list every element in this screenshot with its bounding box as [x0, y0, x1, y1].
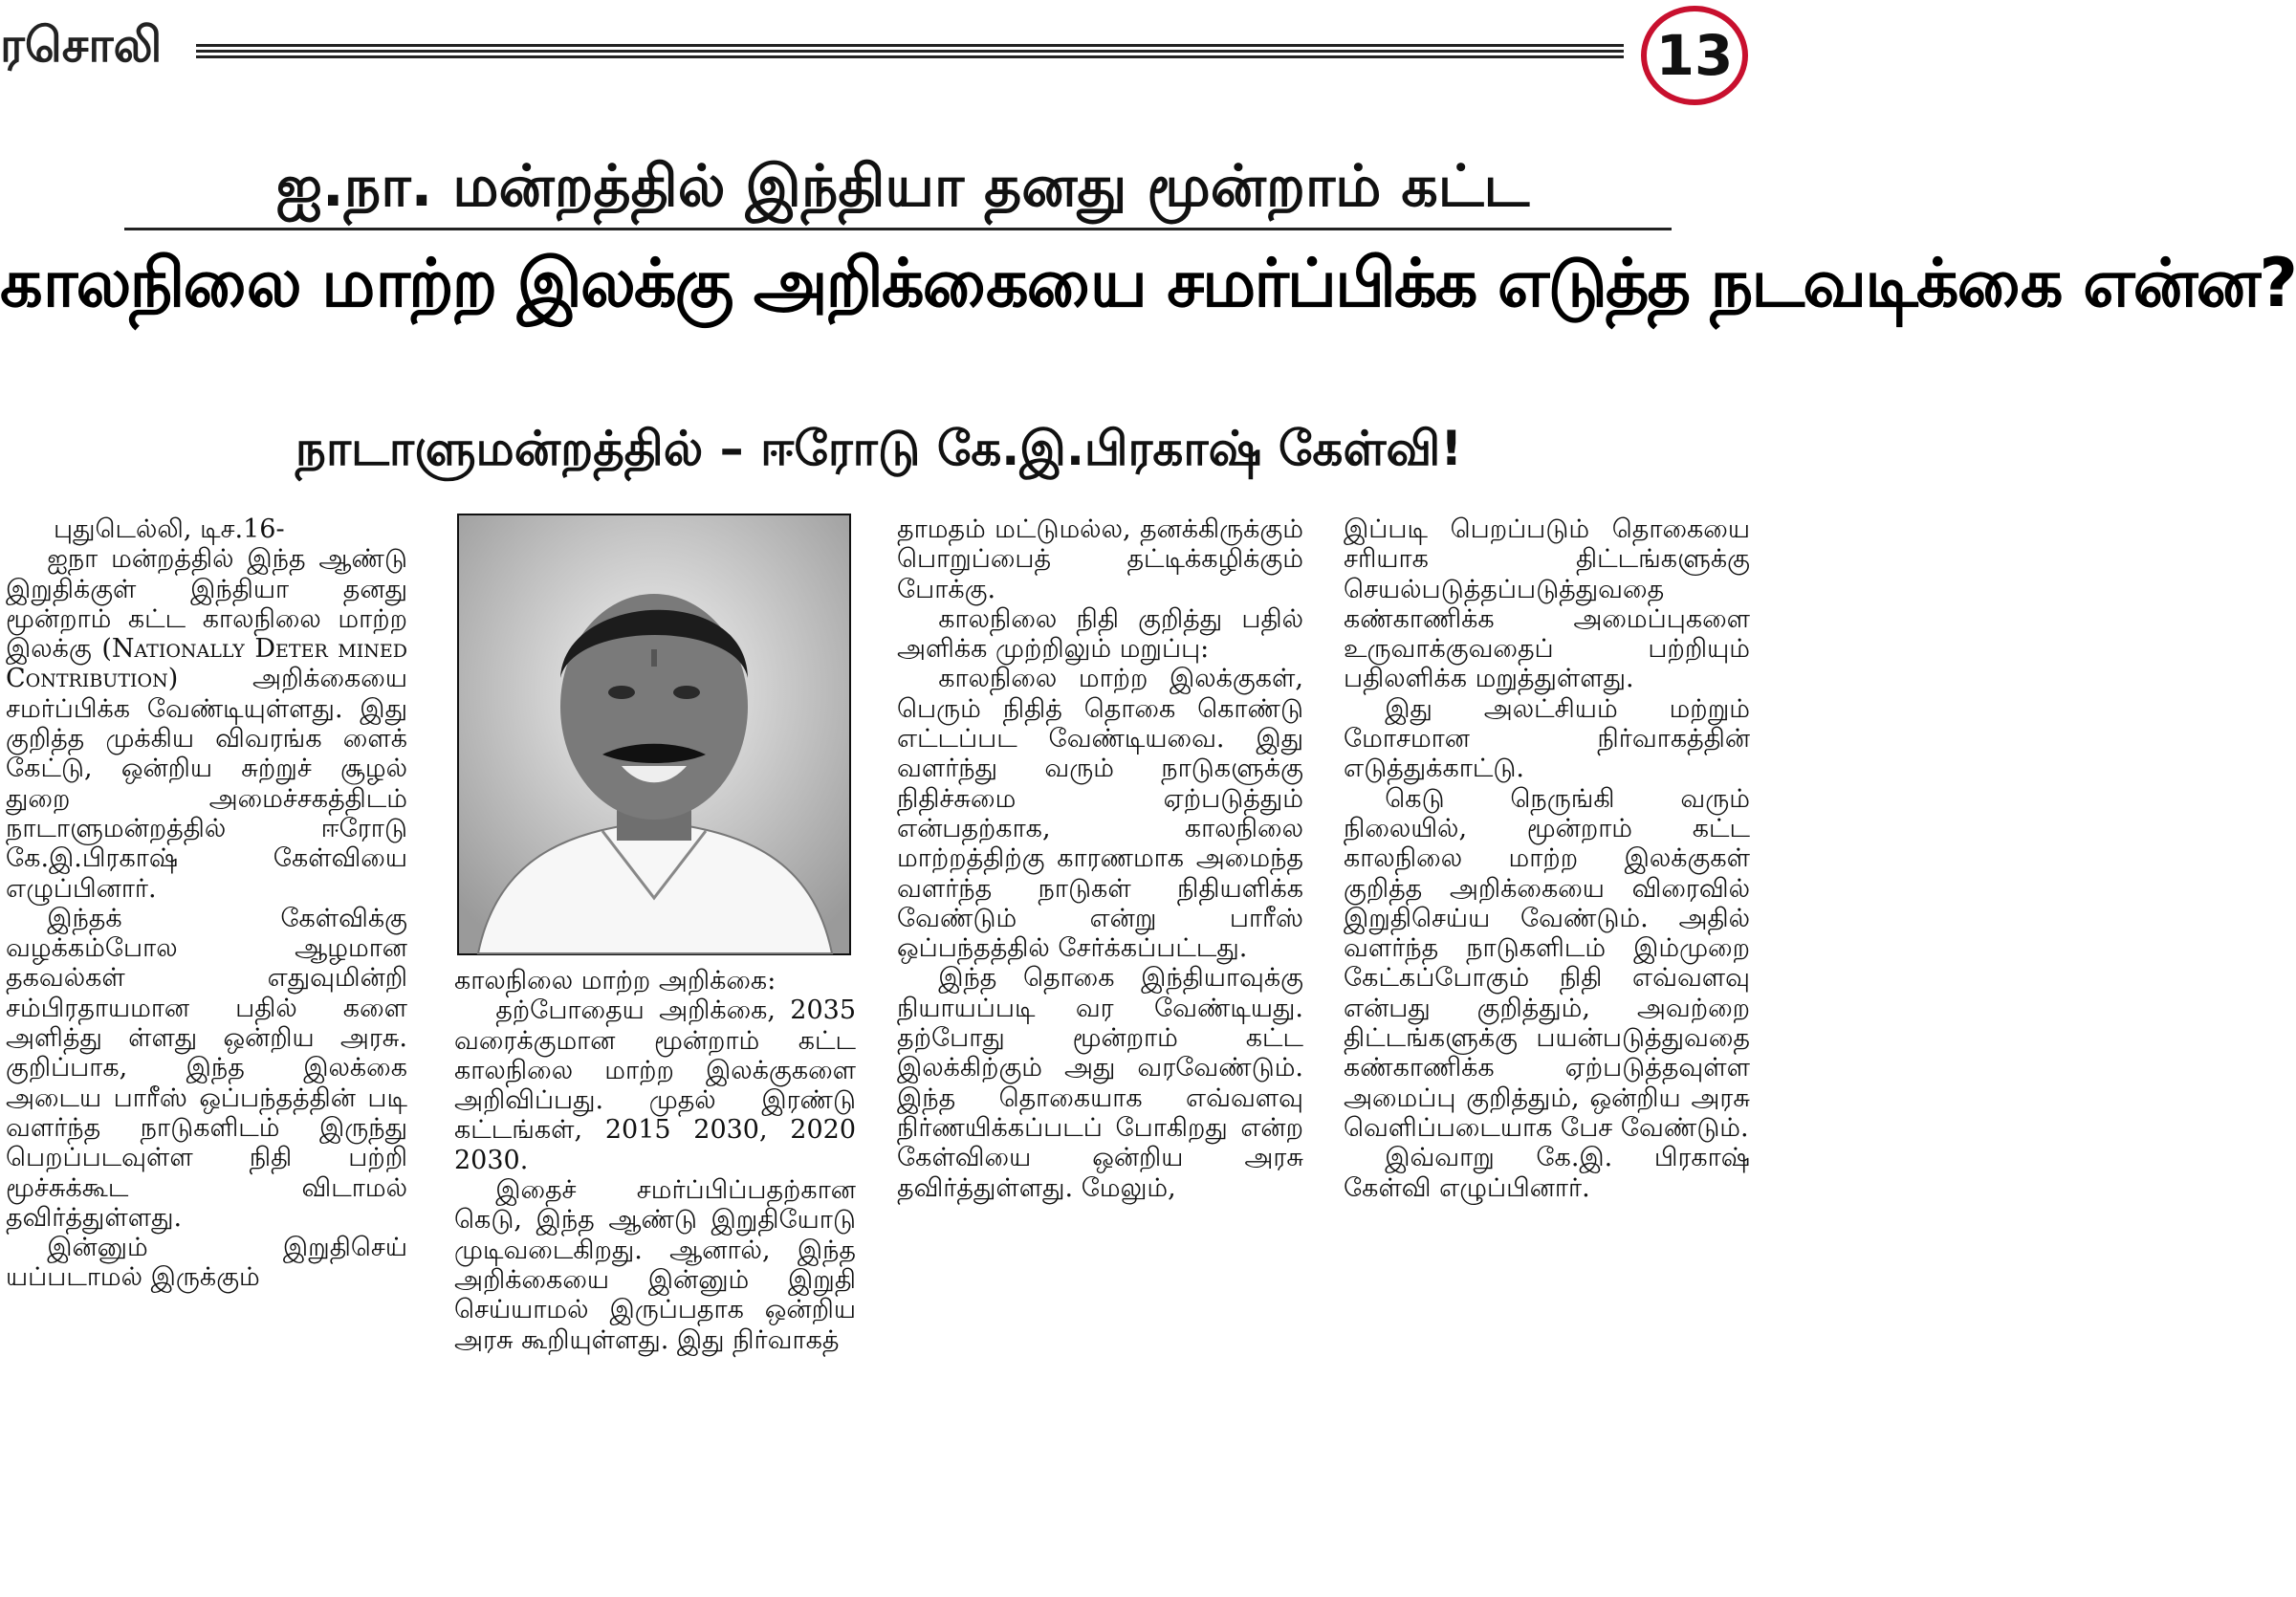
paragraph: கெடு நெருங்கி வரும் நிலையில், மூன்றாம் கட்ட காலநிலை மாற்ற இலக்குகள் குறித்த அறிக்கையை விரைவில் இறுதிசெய்ய வேண்டும். அதில் வளர்ந்த நாடுகளிடம் இம்முறை கேட்கப்போகும் நிதி எவ்வளவு என்பது குறித்தும், அவற்றை திட்டங்களுக்கு பயன்படுத்துவதை கண்காணிக்க ஏற்படுத்தவுள்ள அமைப்பு குறித்தும், ஒன்றிய அரசு வெளிப்படையாக பேச வேண்டும்.: [1344, 783, 1750, 1143]
article-column-4: [1344, 514, 1750, 1203]
page-number-badge: 13: [1641, 6, 1748, 105]
paragraph: இந்த தொகை இந்தியாவுக்கு நியாயப்படி வர வேண்டியது. தற்போது மூன்றாம் கட்ட இலக்கிற்கும் அது வரவேண்டும். இந்த தொகையாக எவ்வளவு நிர்ணயிக்கப்படப் போகிறது என்ற கேள்வியை ஒன்றிய அரசு தவிர்த்துள்ளது. மேலும்,: [897, 963, 1303, 1203]
article-column-1: [6, 514, 407, 1293]
section-subhead: காலநிலை மாற்ற அறிக்கை:: [454, 966, 776, 995]
paragraph: இவ்வாறு கே.இ. பிரகாஷ் கேள்வி எழுப்பினார்.: [1344, 1143, 1750, 1203]
paragraph: இதைச் சமர்ப்பிப்பதற்கான கெடு, இந்த ஆண்டு இறுதியோடு முடிவடைகிறது. ஆனால், இந்த அறிக்கையை இன்னும் இறுதி செய்யாமல் இருப்பதாக ஒன்றிய அரசு கூறியுள்ளது. இது நிர்வாகத்: [454, 1175, 856, 1355]
main-headline: காலநிலை மாற்ற இலக்கு அறிக்கையை சமர்ப்பிக்க எடுத்த நடவடிக்கை என்ன?: [0, 244, 2296, 322]
masthead-rule: [196, 44, 1624, 61]
sub-headline: நாடாளுமன்றத்தில் – ஈரோடு கே.இ.பிரகாஷ் கேள்வி!: [295, 421, 1463, 476]
section-subhead: காலநிலை நிதி குறித்து பதில் அளிக்க முற்றிலும் மறுப்பு:: [897, 603, 1303, 665]
newspaper-name: ரசொலி: [0, 17, 163, 73]
paragraph: இந்தக் கேள்விக்கு வழக்கம்போல ஆழமான தகவல்கள் எதுவுமின்றி சம்பிரதாயமான பதில் களை அளித்து ள்ளது ஒன்றிய அரசு. குறிப்பாக, இந்த இலக்கை அடைய பாரீஸ் ஒப்பந்தத்தின் படி வளர்ந்த நாடுகளிடம் இருந்து பெறப்படவுள்ள நிதி பற்றி மூச்சுக்கூட விடாமல் தவிர்த்துள்ளது.: [6, 903, 407, 1233]
portrait-photo: [457, 514, 851, 955]
paragraph: இன்னும் இறுதிசெய் யப்படாமல் இருக்கும்: [6, 1233, 407, 1293]
article-column-2: [454, 966, 856, 1355]
paragraph-text: ) அறிக்கையை சமர்ப்பிக்க வேண்டியுள்ளது. இது குறித்த முக்கிய விவரங்க ளைக் கேட்டு, ஒன்றிய சுற்றுச் சூழல் துறை அமைச்சகத்திடம் நாடாளுமன்றத்தில் ஈரோடு கே.இ.பிரகாஷ் கேள்வியை எழுப்பினார்.: [6, 664, 407, 904]
paragraph-text: ஐநா மன்றத்தில் இந்த ஆண்டு இறுதிக்குள் இந்தியா தனது மூன்றாம் கட்ட காலநிலை மாற்ற இலக்கு (: [6, 544, 407, 665]
paragraph: தற்போதைய அறிக்கை, 2035 வரைக்குமான மூன்றாம் கட்ட காலநிலை மாற்ற இலக்குகளை அறிவிப்பது. முதல் இரண்டு கட்டங்கள், 2015 2030, 2020 2030.: [454, 995, 856, 1175]
kicker-underline: [124, 228, 1672, 230]
paragraph: இது அலட்சியம் மற்றும் மோசமான நிர்வாகத்தின் எடுத்துக்காட்டு.: [1344, 693, 1750, 784]
english-term: Nationally Deter mined Contribution: [6, 634, 407, 694]
headline-kicker: ஐ.நா. மன்றத்தில் இந்தியா தனது மூன்றாம் கட்ட: [275, 153, 1530, 220]
paragraph: இப்படி பெறப்படும் தொகையை சரியாக திட்டங்களுக்கு செயல்படுத்தப்படுத்துவதை கண்காணிக்க அமைப்புகளை உருவாக்குவதைப் பற்றியும் பதிலளிக்க மறுத்துள்ளது.: [1344, 514, 1750, 694]
dateline: புதுடெல்லி, டிச.16-: [54, 514, 285, 544]
paragraph: காலநிலை மாற்ற இலக்குகள், பெரும் நிதித் தொகை கொண்டு எட்டப்பட வேண்டியவை. இது வளர்ந்து வரும் நாடுகளுக்கு நிதிச்சுமை ஏற்படுத்தும் என்பதற்காக, காலநிலை மாற்றத்திற்கு காரணமாக அமைந்த வளர்ந்த நாடுகள் நிதியளிக்க வேண்டும் என்று பாரீஸ் ஒப்பந்தத்தில் சேர்க்கப்பட்டது.: [897, 664, 1303, 964]
paragraph: [6, 544, 407, 904]
paragraph: தாமதம் மட்டுமல்ல, தனக்கிருக்கும் பொறுப்பைத் தட்டிக்கழிக்கும் போக்கு.: [897, 514, 1303, 604]
masthead: [0, 0, 1758, 105]
article-column-3: [897, 514, 1303, 1203]
portrait-photo-icon: [459, 515, 849, 953]
